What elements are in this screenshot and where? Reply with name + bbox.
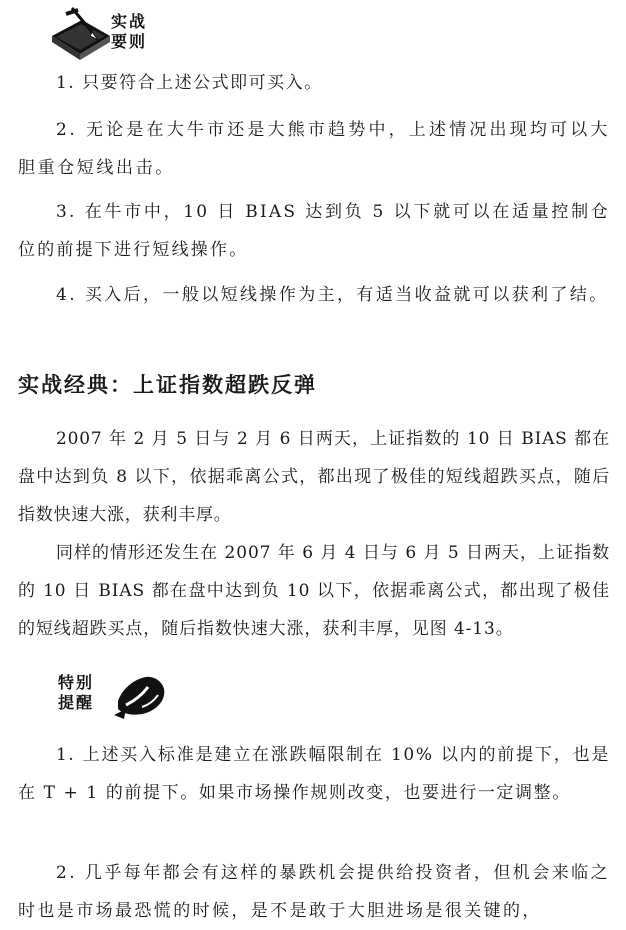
- rule-item-4: 4. 买入后，一般以短线操作为主，有适当收益就可以获利了结。: [56, 285, 609, 305]
- rule-item-2: 2. 无论是在大牛市还是大熊市趋势中，上述情况出现均可以大胆重仓短线出击。: [18, 120, 610, 178]
- pointing-hand-icon: [112, 665, 172, 725]
- rule-item-1: 1. 只要符合上述公式即可买入。: [56, 73, 323, 93]
- practical-rules-badge: [48, 6, 178, 62]
- practical-rules-title: 实战 要则: [111, 12, 148, 51]
- book-dagger-icon: [48, 6, 114, 62]
- reminder-item-1: 1. 上述买入标准是建立在涨跌幅限制在 10% 以内的前提下，也是在 T + 1 的前提下。如果市场操作规则改变，也要进行一定调整。: [18, 745, 610, 803]
- special-reminder-badge: [52, 665, 182, 725]
- section-heading: 实战经典：上证指数超跌反弹: [18, 373, 317, 397]
- special-reminder-title: 特别 提醒: [58, 673, 95, 712]
- case-paragraph-1: 2007 年 2 月 5 日与 2 月 6 日两天，上证指数的 10 日 BIAS 都在盘中达到负 8 以下，依据乖离公式，都出现了极佳的短线超跌买点，随后指数快速大涨，获利丰厚。: [18, 429, 610, 525]
- reminder-item-2: 2. 几乎每年都会有这样的暴跌机会提供给投资者，但机会来临之时也是市场最恐慌的时候，是不是敢于大胆进场是很关键的，: [18, 863, 610, 921]
- case-paragraph-2: 同样的情形还发生在 2007 年 6 月 4 日与 6 月 5 日两天，上证指数的 10 日 BIAS 都在盘中达到负 10 以下，依据乖离公式，都出现了极佳的短线超跌买点，随后指数快速大涨，获利丰厚，见图 4-13。: [18, 543, 610, 639]
- rule-item-3: 3. 在牛市中，10 日 BIAS 达到负 5 以下就可以在适量控制仓位的前提下进行短线操作。: [18, 202, 610, 260]
